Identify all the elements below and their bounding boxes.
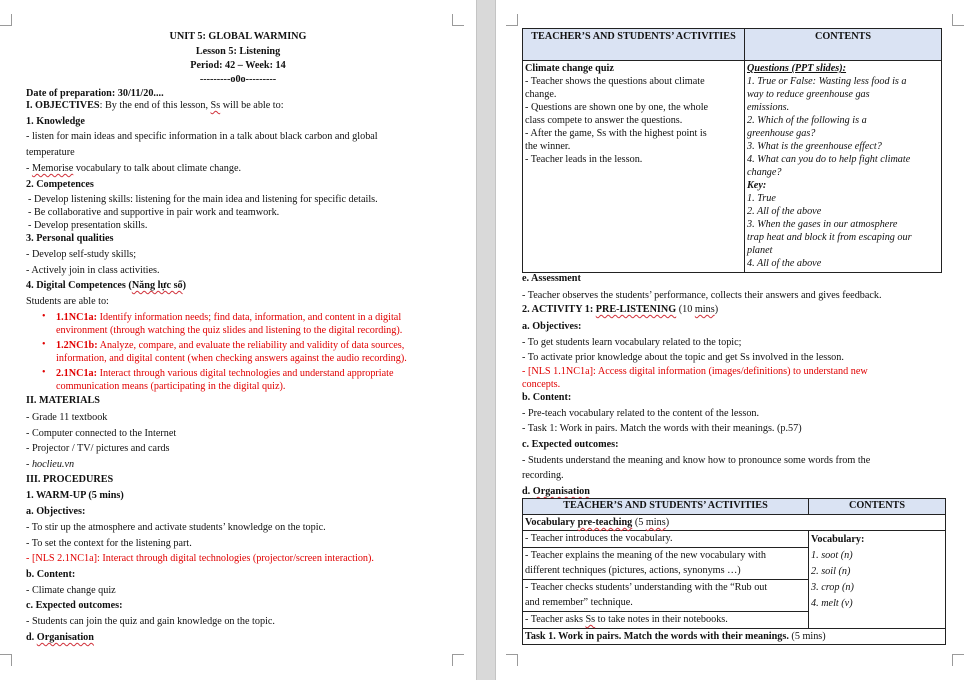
knowledge-item [26, 162, 241, 175]
margin-corner-mark [506, 654, 518, 666]
expected-subheading: c. Expected outcomes: [522, 439, 619, 450]
activity-prefix: 2. ACTIVITY 1: [522, 304, 596, 315]
question-line: way to reduce greenhouse gas [747, 89, 870, 100]
bullet-icon: • [42, 367, 46, 378]
key-line: trap heat and block it from escaping our [747, 232, 912, 243]
objectives-intro-a: : By the end of this lesson, [99, 100, 208, 111]
activity-line: class compete to answer the questions. [525, 115, 683, 126]
vocab-list-title: Vocabulary: [811, 534, 865, 545]
vocab-time-c: ) [665, 517, 670, 528]
separator: ---------o0o--------- [199, 74, 277, 85]
warmup-heading [26, 489, 124, 502]
competence-text: Interact through various digital technologies and understand appropriate [97, 368, 394, 379]
key-line: 3. When the gases in our atmosphere [747, 219, 898, 230]
left-page [0, 0, 476, 680]
warmup-table [522, 28, 942, 273]
activity-nls: - [NLS 1.1NC1a]: Access digital information (images/definitions) to understand new [522, 366, 868, 377]
organisation-subheading [26, 631, 94, 644]
key-title: Key: [747, 180, 767, 191]
competence-item: - Develop listening skills: listening for the main idea and listening for specific details. [28, 194, 378, 205]
note-text-a: - Teacher asks [525, 613, 586, 625]
objective-item: - To activate prior knowledge about the topic and get Ss involved in the lesson. [522, 352, 844, 363]
vocab-activity-line: different techniques (pictures, actions, synonyms …) [523, 563, 808, 580]
quiz-title: Climate change quiz [525, 63, 614, 74]
margin-corner-mark [452, 654, 464, 666]
questions-title: Questions (PPT slides): [747, 63, 847, 74]
question-line: 1. True or False: Wasting less food is a [747, 76, 907, 87]
question-line: 3. What is the greenhouse effect? [747, 141, 882, 152]
memorise-word: Memorise [31, 163, 74, 174]
margin-corner-mark [0, 14, 12, 26]
warmup-content: - Climate change quiz [26, 585, 116, 596]
knowledge-item: - listen for main ideas and specific information in a talk about black carbon and global [26, 131, 378, 142]
question-line: emissions. [747, 102, 790, 113]
material-item: - hoclieu.vn [26, 459, 75, 470]
ss-word: Ss [585, 613, 596, 625]
question-line: greenhouse gas? [747, 128, 816, 139]
activity-line: the winner. [525, 141, 571, 152]
objectives-subheading: a. Objectives: [522, 321, 582, 332]
vocab-contents-cell [809, 531, 946, 629]
content-subheading: b. Content: [26, 569, 76, 580]
objectives-intro-b: will be able to: [222, 100, 284, 111]
task1-title: Task 1. Work in pairs. Match the words with their meanings. [525, 630, 789, 642]
personal-item: - Actively join in class activities. [26, 265, 160, 276]
bullet-icon: • [42, 311, 46, 322]
ss-word: Ss [210, 100, 221, 111]
vocab-activity-line: and remember” technique. [523, 595, 808, 612]
objectives-heading [26, 99, 284, 112]
question-line: change? [747, 167, 782, 178]
vocab-activity-line: - Teacher introduces the vocabulary. [523, 531, 808, 548]
assessment-heading: e. Assessment [522, 273, 581, 284]
contents-cell [745, 61, 942, 273]
content-item: - Task 1: Work in pairs. Match the words with their meanings. (p.57) [522, 423, 802, 434]
content-item: - Pre-teach vocabulary related to the content of the lesson. [522, 408, 760, 419]
margin-corner-mark [452, 14, 464, 26]
digital-competence-item-cont: environment (through watching the quiz slides and listening to the digital recording). [56, 325, 403, 336]
assessment-text: - Teacher observes the students’ performance, collects their answers and gives feedback. [522, 290, 882, 301]
activity-line: - Teacher leads in the lesson. [525, 154, 643, 165]
digital-heading-a: 4. Digital Competences ( [26, 280, 132, 291]
vocab-title-a: Vocabulary [525, 517, 578, 528]
page-gutter [476, 0, 496, 680]
digital-competence-item [56, 311, 401, 324]
task1-row [523, 628, 946, 644]
knowledge-rest: vocabulary to talk about climate change. [73, 163, 242, 174]
org-word: Organisation [532, 486, 590, 497]
vocab-word: 3. crop (n) [811, 582, 854, 593]
note-text-b: to take notes in their notebooks. [595, 613, 728, 625]
organisation-subheading [522, 485, 590, 498]
activity-time-c: ) [714, 304, 719, 315]
lesson-title: Lesson 5: Listening [195, 46, 281, 57]
activity-line: - After the game, Ss with the highest point is [525, 128, 707, 139]
date-of-preparation: Date of preparation: 30/11/20.... [26, 88, 164, 99]
activity-mins: mins [694, 304, 715, 315]
digital-heading-vn: Năng lực số [131, 280, 183, 291]
key-line: 2. All of the above [747, 206, 822, 217]
objectives-title: I. OBJECTIVES [26, 100, 100, 111]
period-line: Period: 42 – Week: 14 [190, 60, 286, 71]
unit-title: UNIT 5: GLOBAL WARMING [169, 31, 307, 42]
expected-item-cont: recording. [522, 470, 564, 481]
activity1-heading [522, 303, 718, 316]
key-line: 1. True [747, 193, 776, 204]
margin-corner-mark [506, 14, 518, 26]
warmup-objective: - To stir up the atmosphere and activate students’ knowledge on the topic. [26, 522, 326, 533]
activity-word: PRE-LISTENING [595, 304, 677, 315]
vocab-word: 1. soot (n) [811, 550, 853, 561]
content-subheading: b. Content: [522, 392, 572, 403]
material-item: - Projector / TV/ pictures and cards [26, 443, 170, 454]
warmup-title: 1. WARM-UP (5 mins) [26, 490, 124, 501]
table-header-contents: CONTENTS [745, 29, 942, 61]
personal-item: - Develop self-study skills; [26, 249, 137, 260]
activity-nls-cont: concepts. [522, 379, 561, 390]
org-prefix: d. [522, 486, 533, 497]
activity-line: - Questions are shown one by one, the whole [525, 102, 709, 113]
competence-item: - Be collaborative and supportive in pair work and teamwork. [28, 207, 280, 218]
objective-item: - To get students learn vocabulary related to the topic; [522, 337, 742, 348]
students-able: Students are able to: [26, 296, 109, 307]
vocab-activities-cell [523, 531, 809, 629]
activity-line: change. [525, 89, 557, 100]
org-prefix: d. [26, 632, 37, 643]
activity-line: - Teacher shows the questions about climate [525, 76, 705, 87]
question-line: 2. Which of the following is a [747, 115, 867, 126]
competence-item: - Develop presentation skills. [28, 220, 148, 231]
vocabulary-table [522, 498, 946, 645]
question-line: 4. What can you do to help fight climate [747, 154, 911, 165]
competence-code: 2.1NC1a: [56, 368, 98, 379]
table-header-activities: TEACHER’S AND STUDENTS’ ACTIVITIES [523, 499, 809, 515]
digital-competence-item [56, 339, 404, 352]
digital-heading-b: ) [182, 280, 187, 291]
table-header-contents: CONTENTS [809, 499, 946, 515]
knowledge-heading: 1. Knowledge [26, 116, 85, 127]
digital-competence-item-cont: information, and digital content (when checking answers against the audio recording). [56, 353, 407, 364]
personal-qualities-heading: 3. Personal qualities [26, 233, 114, 244]
digital-competence-item-cont: communication means (participating in the digital quiz). [56, 381, 286, 392]
digital-competence-item [56, 367, 394, 380]
org-word: Organisation [36, 632, 94, 643]
competence-code: 1.2NC1b: [56, 340, 98, 351]
material-item: - Computer connected to the Internet [26, 428, 177, 439]
bullet-icon: • [42, 339, 46, 350]
digital-competences-heading [26, 279, 186, 292]
warmup-nls: - [NLS 2.1NC1a]: Interact through digital technologies (projector/screen interaction). [26, 553, 374, 564]
vocabulary-row-title [523, 515, 946, 531]
competences-heading: 2. Competences [26, 179, 94, 190]
expected-subheading: c. Expected outcomes: [26, 600, 123, 611]
vocab-time-a: (5 [632, 517, 646, 528]
vocab-activity-line [523, 612, 808, 628]
margin-corner-mark [0, 654, 12, 666]
material-item: - Grade 11 textbook [26, 412, 108, 423]
vocab-word: 4. melt (v) [811, 598, 853, 609]
key-line: planet [747, 245, 773, 256]
key-line: 4. All of the above [747, 258, 822, 269]
vocab-title-word: pre-teaching [577, 517, 633, 528]
activities-cell [523, 61, 745, 273]
dash: - [26, 163, 32, 174]
vocab-mins: mins [645, 517, 666, 528]
procedures-heading: III. PROCEDURES [26, 474, 114, 485]
vocab-word: 2. soil (n) [811, 566, 851, 577]
task1-time: (5 mins) [788, 630, 826, 642]
table-header-activities: TEACHER’S AND STUDENTS’ ACTIVITIES [523, 29, 745, 61]
vocab-activity-line: - Teacher checks students’ understanding with the “Rub out [525, 581, 768, 593]
expected-item: - Students understand the meaning and know how to pronounce some words from the [522, 455, 871, 466]
competence-code: 1.1NC1a: [56, 312, 98, 323]
margin-corner-mark [952, 654, 964, 666]
materials-heading: II. MATERIALS [26, 395, 100, 406]
warmup-objective: - To set the context for the listening part. [26, 538, 192, 549]
vocab-activity-line: - Teacher explains the meaning of the new vocabulary with [525, 549, 766, 561]
competence-text: Identify information needs; find data, information, and content in a digital [97, 312, 402, 323]
margin-corner-mark [952, 14, 964, 26]
competence-text: Analyze, compare, and evaluate the reliability and validity of data sources, [97, 340, 405, 351]
warmup-expected: - Students can join the quiz and gain knowledge on the topic. [26, 616, 275, 627]
objectives-subheading: a. Objectives: [26, 506, 86, 517]
activity-time-a: (10 [676, 304, 695, 315]
right-page [496, 0, 977, 680]
knowledge-item-cont: temperature [26, 147, 75, 158]
